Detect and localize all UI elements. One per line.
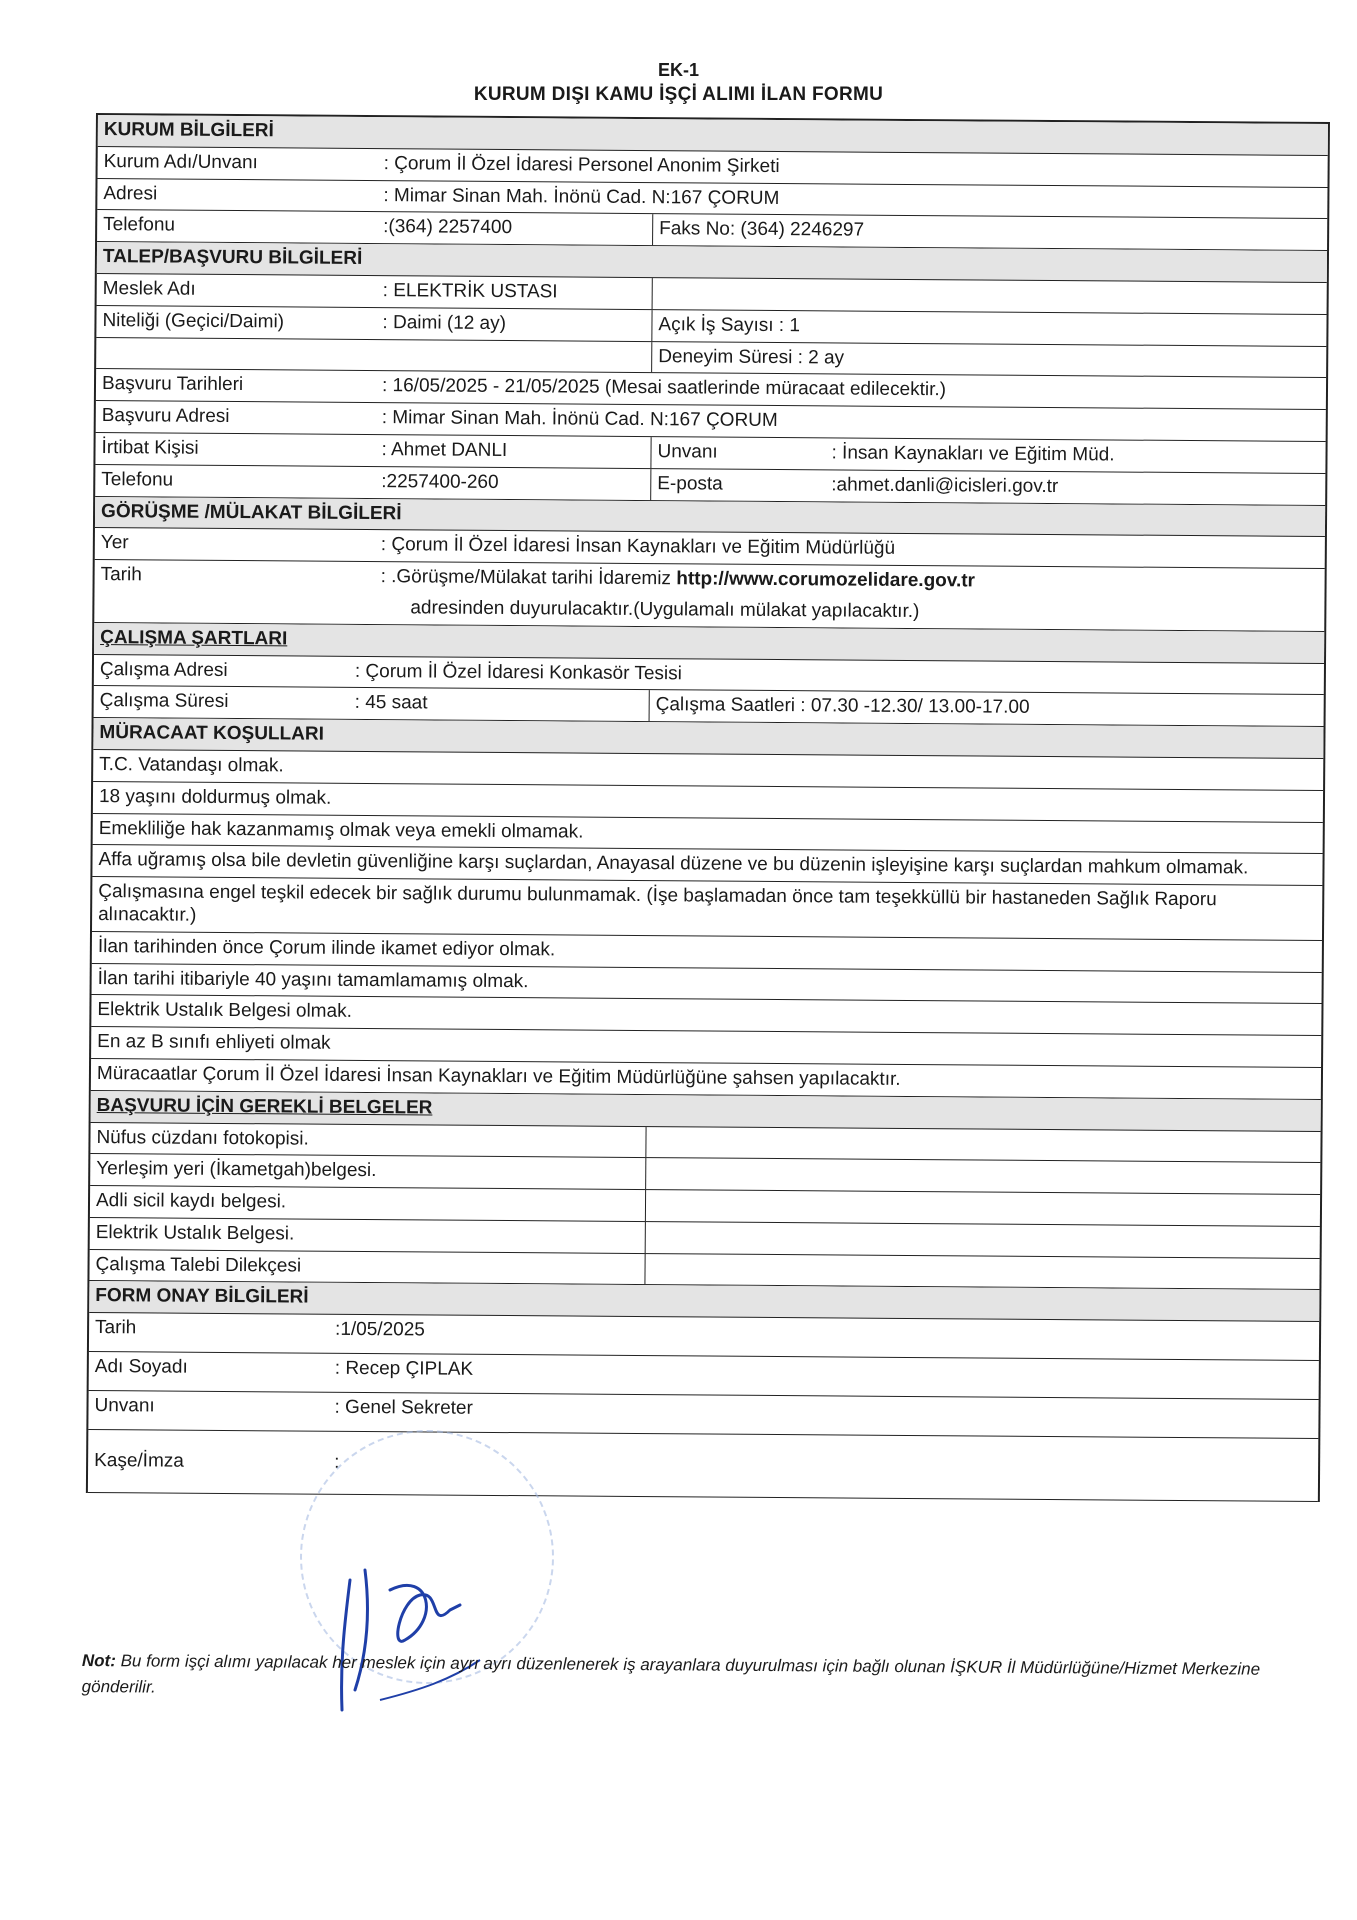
field-value: : Recep ÇIPLAK: [334, 1358, 474, 1381]
document-text: Yerleşim yeri (İkametgah)belgesi.: [96, 1158, 377, 1182]
work-hours: Çalışma Saatleri : 07.30 -12.30/ 13.00-17.00: [649, 690, 1324, 726]
website-link[interactable]: http://www.corumozelidare.gov.tr: [676, 568, 976, 592]
form-title: KURUM DIŞI KAMU İŞÇİ ALIMI İLAN FORMU: [473, 84, 884, 105]
field-value: : Daimi (12 ay): [382, 311, 507, 334]
section-header-onay: FORM ONAY BİLGİLERİ: [89, 1281, 1319, 1322]
footer-note: [82, 1648, 1282, 1708]
field-value: : Mimar Sinan Mah. İnönü Cad. N:167 ÇORUM: [381, 407, 778, 432]
field-label: Başvuru Adresi: [101, 405, 230, 428]
field-value: : Ahmet DANLI: [381, 439, 508, 461]
condition-text: İlan tarihi itibariyle 40 yaşını tamamlamamış olmak.: [97, 967, 529, 992]
section-header-kosullar: MÜRACAAT KOŞULLARI: [93, 718, 1323, 759]
condition-text: En az B sınıfı ehliyeti olmak: [97, 1031, 331, 1054]
empty-cell: [645, 1190, 1320, 1226]
section-header-belgeler: BAŞVURU İÇİN GEREKLİ BELGELER: [91, 1091, 1321, 1132]
conditions-list: [91, 750, 1323, 1100]
fax-value: Faks No: (364) 2246297: [652, 214, 1327, 250]
section-header-gorusme: GÖRÜŞME /MÜLAKAT BİLGİLERİ: [95, 497, 1325, 538]
field-label: Unvanı: [94, 1395, 155, 1417]
field-label: Unvanı: [650, 437, 825, 469]
announcement-form: [86, 113, 1330, 1502]
section-header-talep: TALEP/BAŞVURU BİLGİLERİ: [97, 242, 1327, 283]
empty-cell: [96, 338, 651, 373]
field-value: [374, 562, 1324, 631]
email-value: :ahmet.danli@icisleri.gov.tr: [831, 474, 1059, 497]
condition-text: T.C. Vatandaşı olmak.: [99, 753, 284, 777]
field-label: Telefonu: [101, 468, 174, 491]
condition-text: İlan tarihinden önce Çorum ilinde ikamet ediyor olmak.: [97, 935, 556, 961]
field-label: Niteliği (Geçici/Daimi): [102, 309, 285, 333]
field-value: :2257400-260: [381, 470, 499, 493]
field-value: : Çorum İl Özel İdaresi Personel Anonim Şirketi: [383, 152, 780, 177]
empty-cell: [645, 1158, 1320, 1194]
field-label: E-posta: [650, 469, 825, 501]
empty-cell: [644, 1254, 1319, 1290]
field-value: : Çorum İl Özel İdaresi İnsan Kaynakları ve Eğitim Müdürlüğü: [380, 534, 896, 560]
row-interview-date: [94, 560, 1324, 632]
note-label: Not:: [81, 1650, 116, 1671]
condition-text: Elektrik Ustalık Belgesi olmak.: [97, 999, 352, 1023]
field-label: Adı Soyadı: [94, 1356, 188, 1378]
document-header: [0, 60, 1357, 106]
document-text: Nüfus cüzdanı fotokopisi.: [96, 1126, 309, 1150]
experience-value: Deneyim Süresi : 2 ay: [651, 342, 1326, 378]
field-label: Başvuru Tarihleri: [101, 373, 244, 396]
condition-text: Çalışmasına engel teşkil edecek bir sağlık durumu bulunmamak. (İşe başlamadan önce tam teşekküllü bir hastaneden Sağlık Raporu alınacaktır.): [98, 881, 1217, 926]
field-value: : İnsan Kaynakları ve Eğitim Müd.: [831, 442, 1115, 466]
field-value: : 16/05/2025 - 21/05/2025 (Mesai saatlerinde müracaat edilecektir.): [381, 375, 947, 401]
field-value: :: [334, 1451, 340, 1473]
field-label: Kaşe/İmza: [94, 1449, 184, 1472]
field-value: :(364) 2257400: [383, 216, 513, 239]
row-approval-seal: [88, 1430, 1318, 1502]
field-label: Adresi: [103, 182, 158, 205]
openings-value: Açık İş Sayısı : 1: [651, 310, 1326, 346]
section-header-kurum: KURUM BİLGİLERİ: [98, 115, 1328, 156]
condition-text: Affa uğramış olsa bile devletin güvenliğine karşı suçlardan, Anayasal düzene ve bu düzenin işleyişine karşı suçlardan mahkum olmamak.: [98, 849, 1249, 879]
field-label: Telefonu: [103, 214, 176, 236]
annex-label: EK-1: [657, 60, 699, 80]
field-value: : Mimar Sinan Mah. İnönü Cad. N:167 ÇORUM: [383, 184, 780, 209]
field-label: Tarih: [100, 564, 142, 586]
note-text: Bu form işçi alımı yapılacak her meslek için ayrı ayrı düzenlenerek iş arayanlara duyurulması için bağlı olunan İŞKUR İl Müdürlüğüne/Hizmet Merkezine gönderilir.: [81, 1651, 1261, 1697]
document-text: Elektrik Ustalık Belgesi.: [95, 1221, 295, 1245]
field-label: İrtibat Kişisi: [101, 437, 199, 459]
documents-list: [89, 1122, 1320, 1290]
field-label: Yer: [100, 532, 129, 554]
condition-text: Müracaatlar Çorum İl Özel İdaresi İnsan Kaynakları ve Eğitim Müdürlüğüne şahsen yapılacaktır.: [96, 1062, 901, 1090]
field-label: Çalışma Süresi: [99, 690, 229, 713]
document-text: Adli sicil kaydı belgesi.: [95, 1190, 287, 1213]
condition-text: 18 yaşını doldurmuş olmak.: [98, 785, 332, 809]
condition-text: Emekliliğe hak kazanmamış olmak veya emekli olmamak.: [98, 817, 584, 843]
empty-cell: [652, 278, 1327, 314]
field-value: : ELEKTRİK USTASI: [382, 280, 558, 303]
field-value: : Çorum İl Özel İdaresi Konkasör Tesisi: [354, 660, 682, 684]
field-value: : Genel Sekreter: [334, 1397, 473, 1420]
interview-date-line2: adresinden duyurulacaktır.(Uygulamalı mülakat yapılacaktır.): [410, 597, 920, 623]
field-value: :1/05/2025: [335, 1319, 425, 1341]
section-header-calisma: ÇALIŞMA ŞARTLARI: [94, 623, 1324, 664]
condition-row: [92, 877, 1322, 941]
document-text: Çalışma Talebi Dilekçesi: [95, 1253, 302, 1277]
field-label: Kurum Adı/Unvanı: [103, 150, 258, 173]
field-label: Tarih: [95, 1317, 137, 1339]
empty-cell: [645, 1127, 1320, 1163]
empty-cell: [645, 1222, 1320, 1258]
field-label: Çalışma Adresi: [99, 658, 228, 681]
interview-date-text: : .Görüşme/Mülakat tarihi İdaremiz: [380, 566, 677, 590]
field-label: Meslek Adı: [102, 278, 196, 300]
field-value: : 45 saat: [354, 692, 428, 714]
